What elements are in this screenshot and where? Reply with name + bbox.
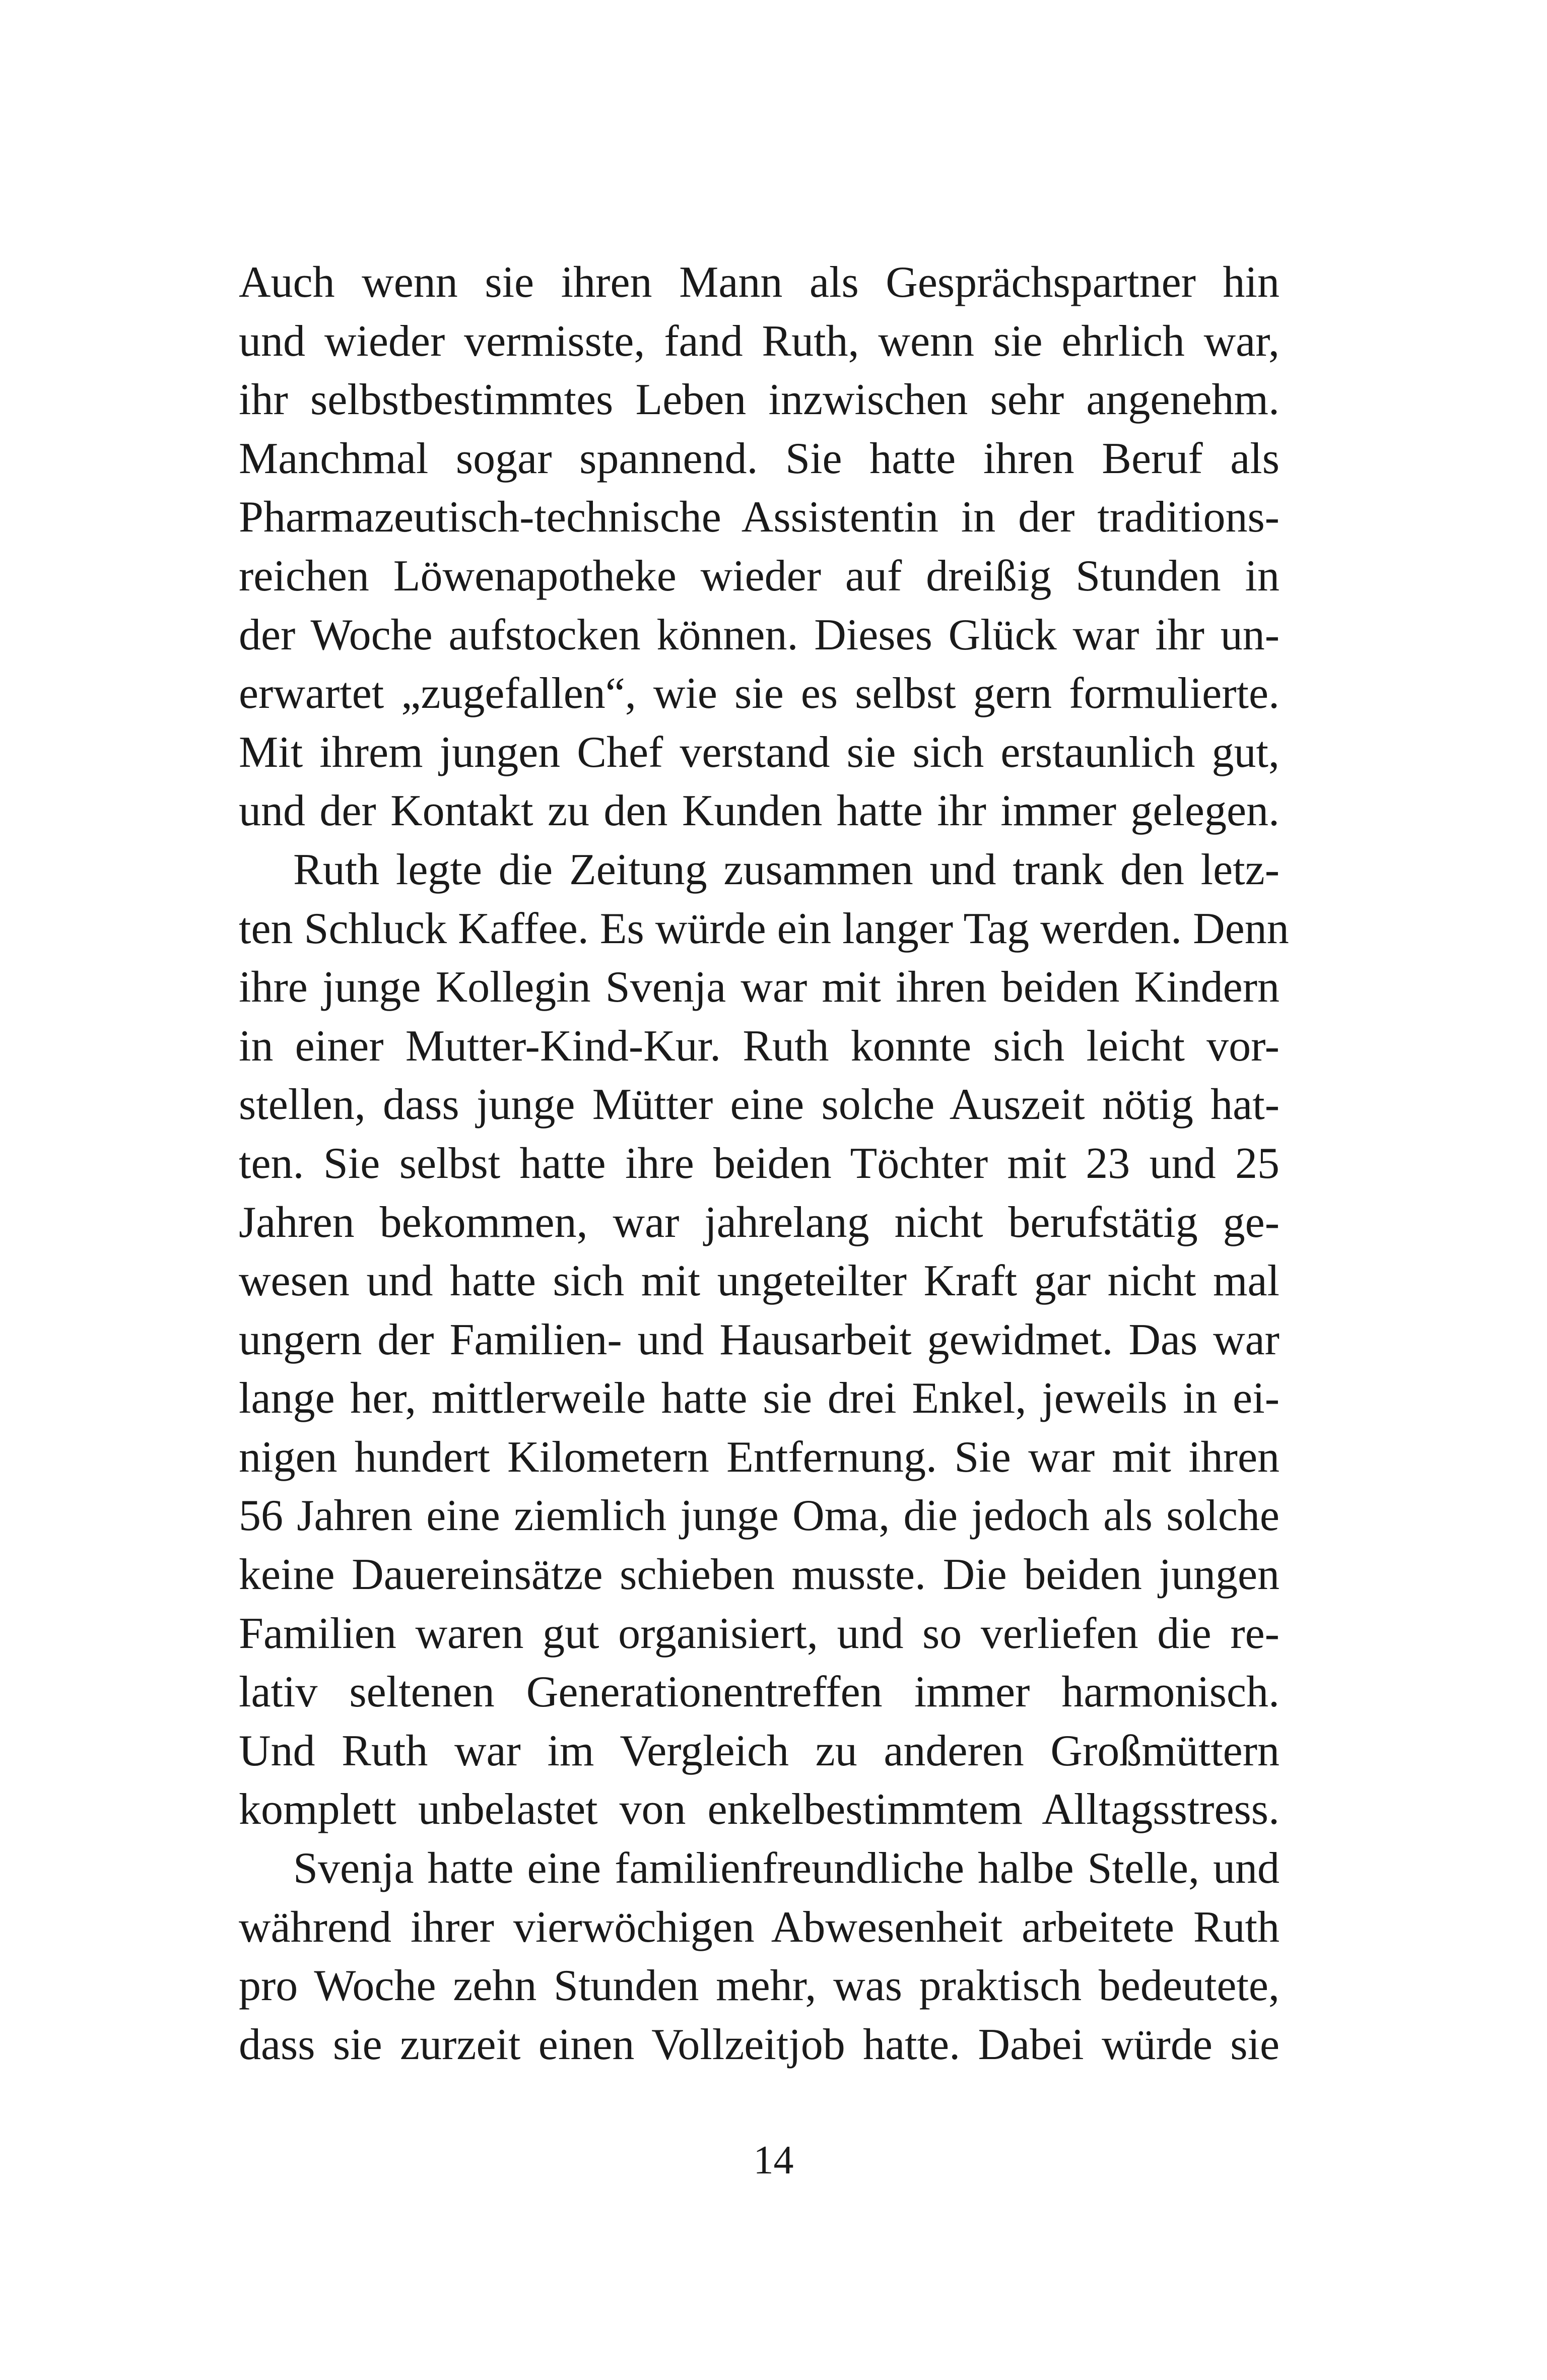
text-line: Manchmal sogar spannend. Sie hatte ihren Beruf als [239,434,1280,483]
text-line: ihr selbstbestimmtes Leben inzwischen sehr angenehm. [239,375,1280,425]
paragraph [239,841,1289,1839]
text-line: Ruth legte die Zeitung zusammen und trank den letz- [293,845,1280,894]
text-line: in einer Mutter-Kind-Kur. Ruth konnte sich leicht vor- [239,1021,1280,1071]
text-line: der Woche aufstocken können. Dieses Glück war ihr un- [239,610,1280,659]
text-line: erwartet „zugefallen“, wie sie es selbst gern formulierte. [239,669,1280,718]
text-line: ten. Sie selbst hatte ihre beiden Töchter mit 23 und 25 [239,1139,1280,1188]
paragraph [239,1839,1280,2074]
text-line: reichen Löwenapotheke wieder auf dreißig Stunden in [239,551,1280,601]
text-line: Jahren bekommen, war jahrelang nicht berufstätig ge- [239,1198,1280,1247]
page-number: 14 [753,2138,794,2183]
text-line: und wieder vermisste, fand Ruth, wenn sie ehrlich war, [239,316,1280,366]
text-line: ten Schluck Kaffee. Es würde ein langer Tag werden. Denn [239,904,1289,953]
text-line: lange her, mittlerweile hatte sie drei Enkel, jeweils in ei- [239,1374,1280,1423]
body-text [239,253,1289,2074]
text-line: Familien waren gut organisiert, und so verliefen die re- [239,1609,1280,1658]
text-line: ihre junge Kollegin Svenja war mit ihren beiden Kindern [239,963,1280,1012]
text-line: komplett unbelastet von enkelbestimmtem Alltagsstress. [239,1785,1280,1834]
text-line: Auch wenn sie ihren Mann als Gesprächspartner hin [239,258,1280,307]
text-line: Pharmazeutisch-technische Assistentin in der traditions- [239,493,1280,542]
text-line: Und Ruth war im Vergleich zu anderen Großmüttern [239,1726,1280,1775]
text-line: wesen und hatte sich mit ungeteilter Kraft gar nicht mal [239,1257,1280,1306]
text-line: Mit ihrem jungen Chef verstand sie sich erstaunlich gut, [239,728,1280,777]
text-line: ungern der Familien- und Hausarbeit gewidmet. Das war [239,1315,1280,1364]
text-line: 56 Jahren eine ziemlich junge Oma, die jedoch als solche [239,1491,1280,1541]
text-line: nigen hundert Kilometern Entfernung. Sie war mit ihren [239,1432,1280,1482]
paragraph [239,253,1280,841]
text-line: stellen, dass junge Mütter eine solche Auszeit nötig hat- [239,1080,1280,1130]
text-line: dass sie zurzeit einen Vollzeitjob hatte. Dabei würde sie [239,2020,1280,2069]
text-line: pro Woche zehn Stunden mehr, was praktisch bedeutete, [239,1961,1280,2011]
text-line: Svenja hatte eine familienfreundliche halbe Stelle, und [293,1844,1280,1893]
text-line: keine Dauereinsätze schieben musste. Die beiden jungen [239,1550,1280,1600]
text-line: während ihrer vierwöchigen Abwesenheit arbeitete Ruth [239,1902,1280,1952]
text-line: und der Kontakt zu den Kunden hatte ihr immer gelegen. [239,786,1280,836]
text-line: lativ seltenen Generationentreffen immer harmonisch. [239,1668,1280,1717]
